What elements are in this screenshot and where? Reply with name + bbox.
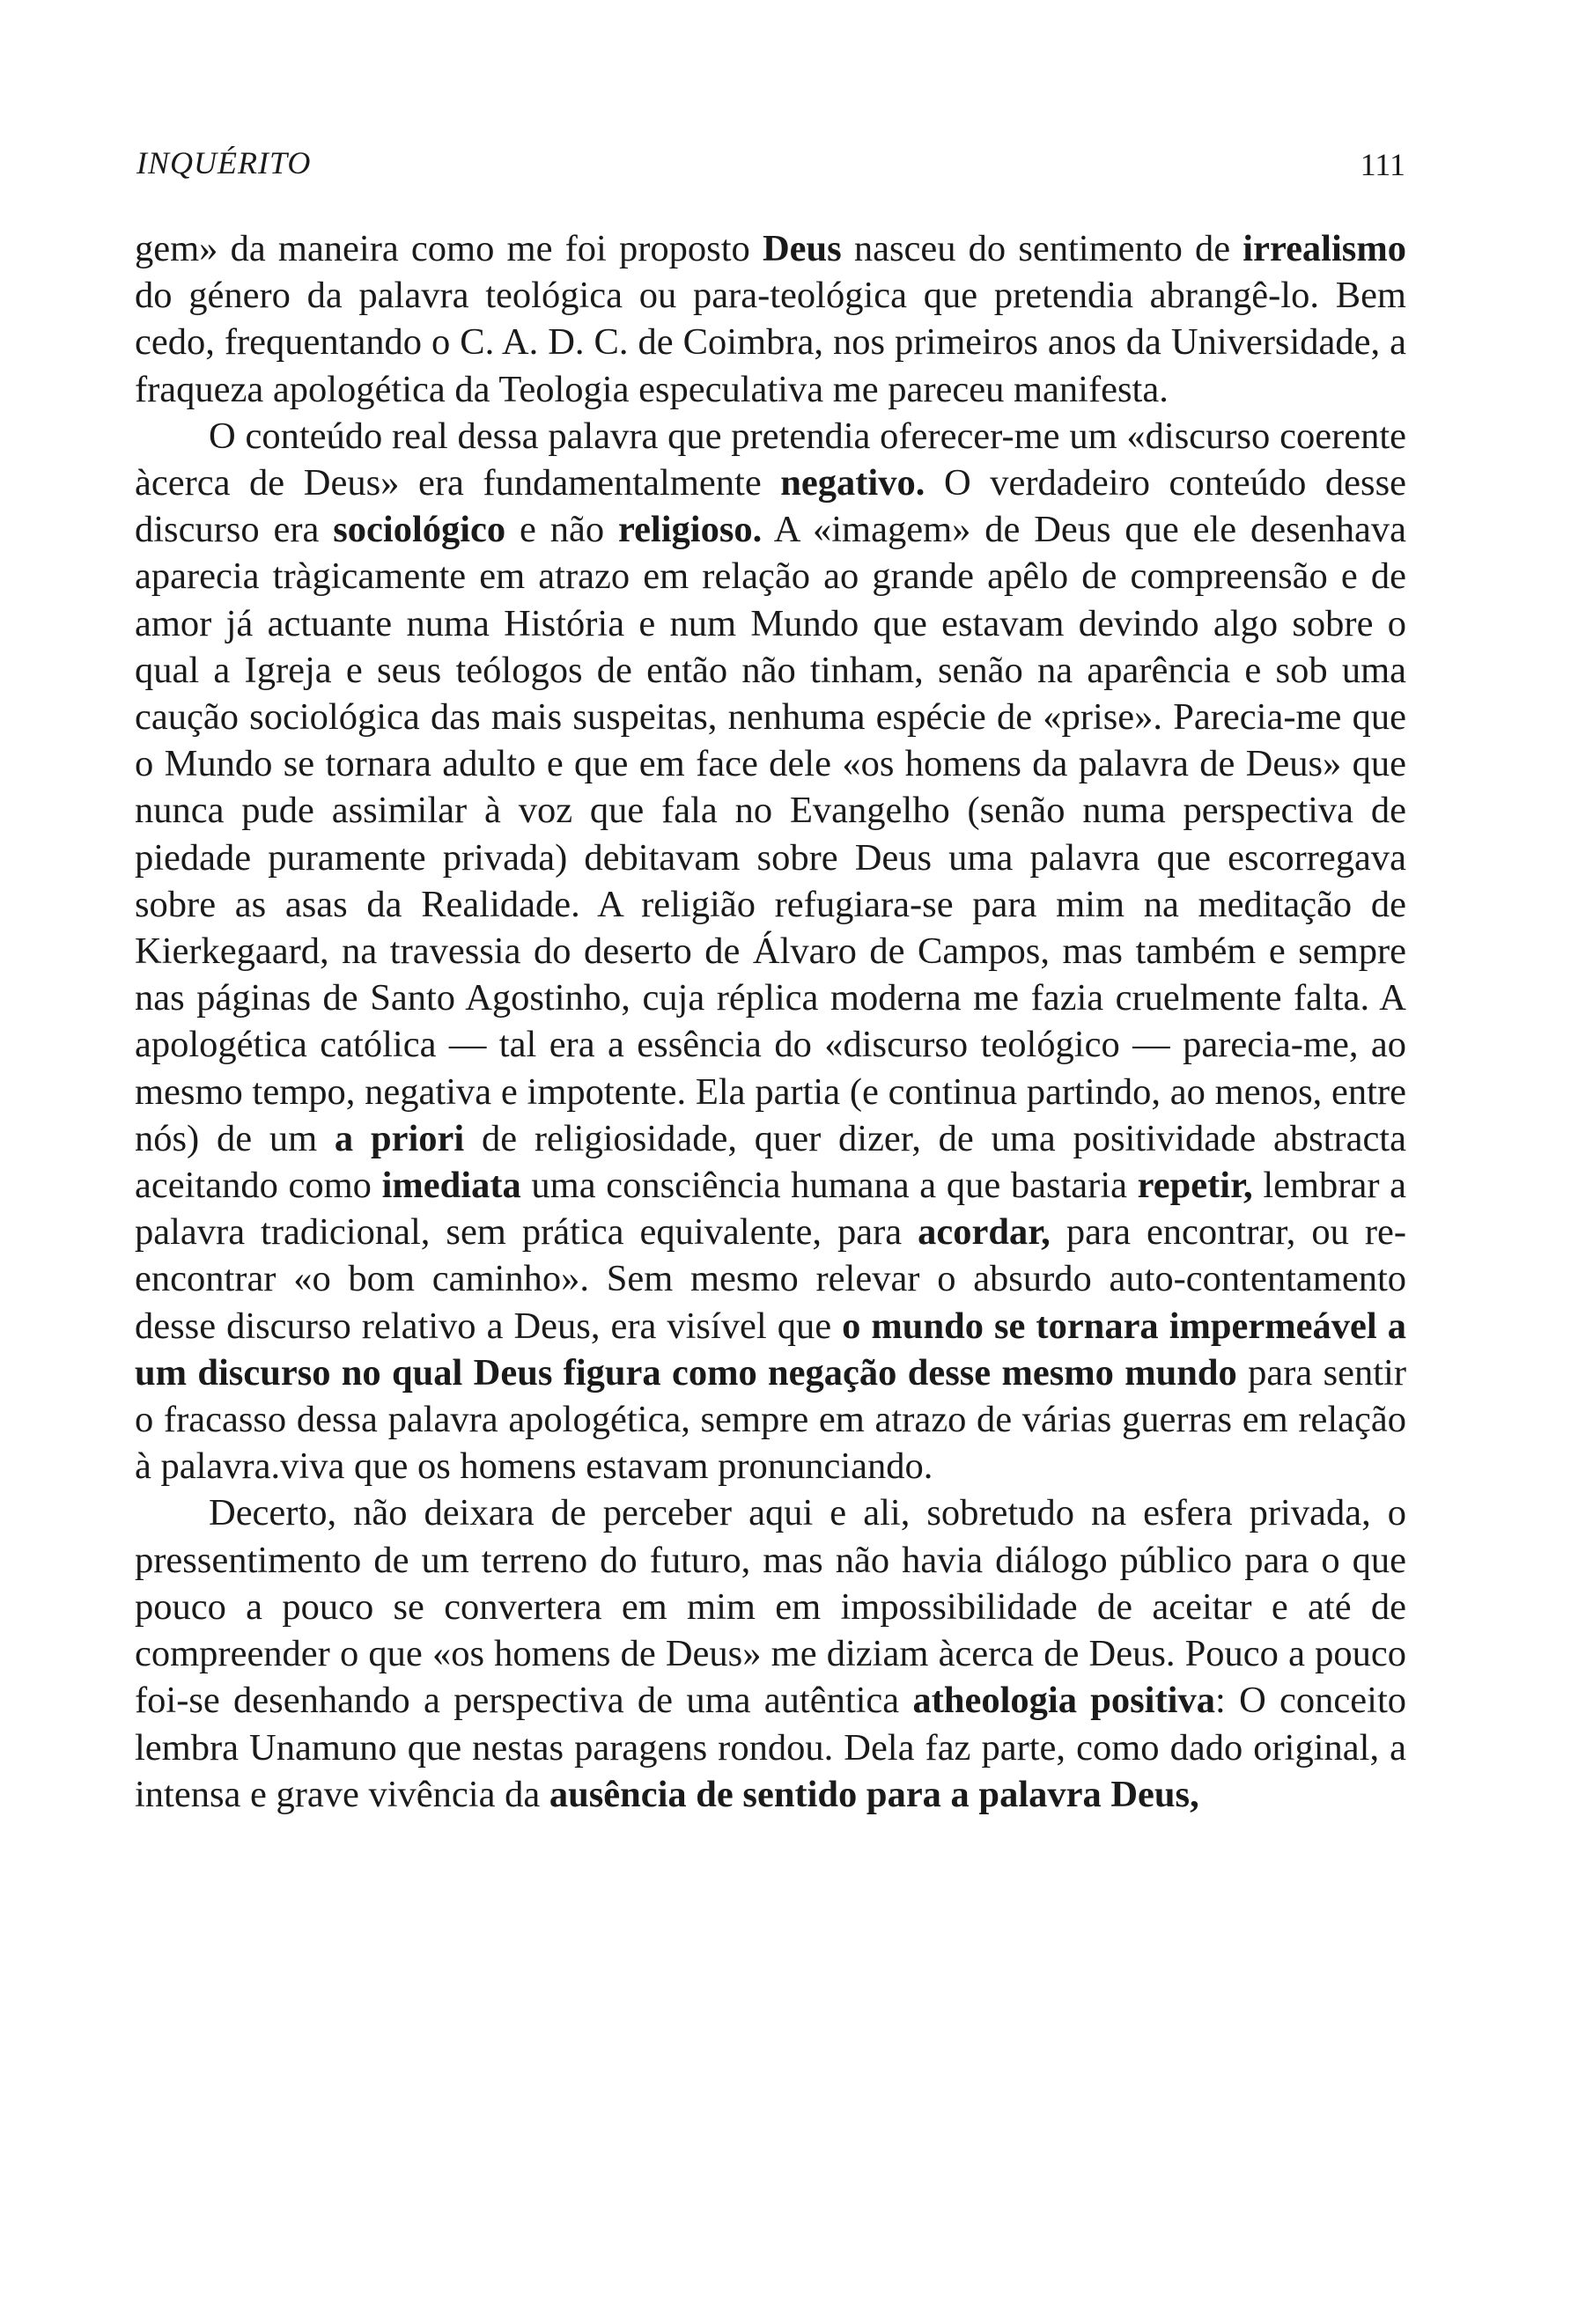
- text-run: A «imagem» de Deus que ele desenhava aparecia tràgicamente em atrazo em relação ao grande apêlo de compreensão e de amor já actuante numa História e num Mundo que estavam devindo algo sobre o qual a Igreja e seus teólogos de então não tinham, senão na aparência e sob uma caução sociológica das mais suspeitas, nenhuma espécie de «prise». Parecia-me que o Mundo se tornara adulto e que em face dele «os homens da palavra de Deus» que nunca pude assimilar à voz que fala no Evangelho (senão numa perspectiva de piedade puramente privada) debitavam sobre Deus uma palavra que escorregava sobre as asas da Realidade. A religião refugiara-se para mim na meditação de Kierkegaard, na travessia do deserto de Álvaro de Campos, mas também e sempre nas páginas de Santo Agostinho, cuja réplica moderna me fazia cruelmente falta. A apologética católica — tal era a essência do «discurso teológico — parecia-me, ao mesmo tempo, negativa e impotente. Ela partia (e continua partindo, ao menos, entre nós) de um: [135, 509, 1406, 1159]
- text-run: : O conceito lembra Unamuno que nestas paragens rondou. Dela faz parte, como dado original, a intensa e grave vivência da: [135, 1680, 1407, 1815]
- text-run: de religiosidade, quer dizer, de uma positividade abstracta aceitando como: [135, 1117, 1406, 1207]
- bold-text: religioso.: [617, 509, 763, 551]
- page-number: 111: [1360, 147, 1405, 182]
- text-run: uma consciência humana a que bastaria: [520, 1165, 1138, 1207]
- text-run: nasceu do sentimento de: [841, 228, 1243, 269]
- bold-text: irrealismo: [1242, 228, 1406, 269]
- text-run: para encontrar, ou re-encontrar «o bom caminho». Sem mesmo relevar o absurdo auto-contentamento desse discurso relativo a Deus, era visível que: [135, 1211, 1406, 1347]
- bold-text: o mundo se tornara impermeável a um discurso no qual Deus figura como negação desse mesmo mundo: [135, 1305, 1406, 1394]
- text-run: O verdadeiro conteúdo desse discurso era: [135, 462, 1406, 551]
- bold-text: sociológico: [333, 509, 506, 551]
- text-run: O conteúdo real dessa palavra que pretendia oferecer-me um «discurso coerente àcerca de Deus» era fundamentalmente: [135, 415, 1406, 504]
- paragraph: [135, 225, 1406, 413]
- paragraph: [135, 413, 1406, 1490]
- running-head: INQUÉRITO: [136, 145, 312, 180]
- text-run: Decerto, não deixara de perceber aqui e ali, sobretudo na esfera privada, o pressentimento de um terreno do futuro, mas não havia diálogo público para o que pouco a pouco se convertera em mim em impossibilidade de aceitar e até de compreender o que «os homens de Deus» me diziam àcerca de Deus. Pouco a pouco foi-se desenhando a perspectiva de uma autêntica: [135, 1492, 1406, 1722]
- bold-text: Deus: [762, 228, 842, 269]
- bold-text: imediata: [381, 1165, 521, 1207]
- text-run: para sentir o fracasso dessa palavra apologética, sempre em atrazo de várias guerras em relação à palavra.viva que os homens estavam pronunciando.: [135, 1351, 1406, 1488]
- bold-text: negativo.: [780, 462, 925, 504]
- body-text: [135, 225, 1406, 1818]
- bold-text: acordar,: [918, 1211, 1051, 1254]
- page-header: [136, 144, 1405, 190]
- text-run: do género da palavra teológica ou para-teológica que pretendia abrangê-lo. Bem cedo, frequentando o C. A. D. C. de Coimbra, nos primeiros anos da Universidade, a fraqueza apologética da Teologia especulativa me pareceu manifesta.: [135, 275, 1406, 410]
- text-run: gem» da maneira como me foi proposto: [135, 228, 763, 269]
- text-run: lembrar a palavra tradicional, sem prática equivalente, para: [135, 1165, 1406, 1254]
- bold-text: a priori: [334, 1117, 465, 1159]
- paragraph: [135, 1489, 1406, 1817]
- text-run: e não: [505, 509, 618, 551]
- bold-text: ausência de sentido para a palavra Deus,: [549, 1773, 1199, 1815]
- bold-text: repetir,: [1137, 1165, 1253, 1207]
- bold-text: atheologia positiva: [912, 1680, 1215, 1722]
